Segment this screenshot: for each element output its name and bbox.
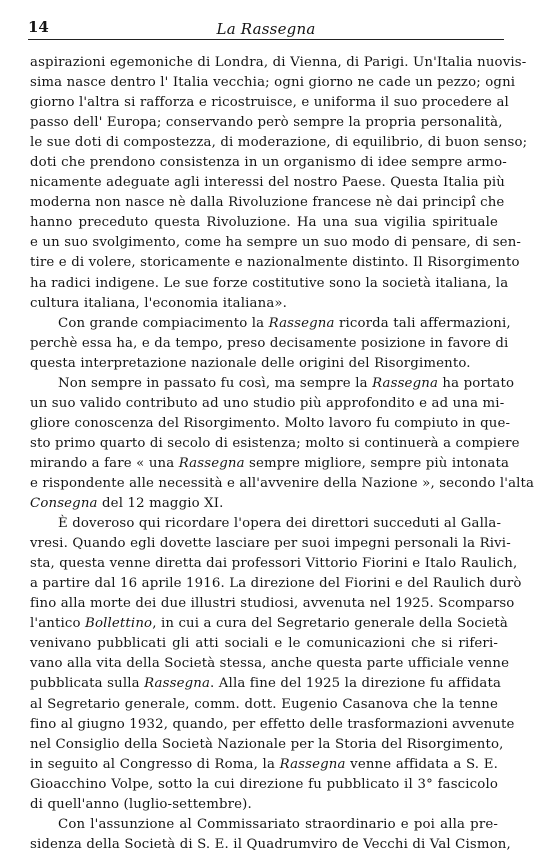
text-run: sidenza della Società di S. E. il Quadrumviro de Vecchi di Val Cismon,: [30, 836, 511, 852]
text-line: [30, 695, 498, 715]
text-run: pubblicata sulla: [30, 676, 145, 692]
text-run: giorno l'altra si rafforza e ricostruisce, e uniforma il suo procedere al: [30, 95, 509, 111]
italic-run: Rassegna: [268, 315, 335, 331]
text-line: [30, 494, 498, 514]
text-run: passo dell' Europa; conservando però sempre la propria personalità,: [30, 115, 503, 131]
text-run: sta, questa venne diretta dai professori Vittorio Fiorini e Italo Raulich,: [30, 556, 518, 572]
running-title: La Rassegna: [216, 20, 316, 38]
text-run: Gioacchino Volpe, sotto la cui direzione fu pubblicato il 3° fascicolo: [30, 776, 498, 792]
text-run: fino al giugno 1932, quando, per effetto delle trasformazioni avvenute: [30, 716, 515, 732]
text-line: [30, 173, 505, 193]
text-run: cultura italiana, l'economia italiana».: [30, 295, 288, 311]
text-line: [30, 474, 535, 494]
text-run: tire e di volere, storicamente e nazionalmente distinto. Il Risorgimento: [30, 255, 520, 271]
text-run: questa interpretazione nazionale delle origini del Risorgimento.: [30, 355, 471, 371]
text-line: [30, 654, 510, 674]
text-run: nel Consiglio della Società Nazionale per la Storia del Risorgimento,: [30, 736, 504, 752]
text-line: [30, 374, 515, 394]
text-line: [30, 614, 508, 634]
text-line: [30, 534, 511, 554]
italic-run: Rassegna: [279, 756, 346, 772]
page-header: [28, 14, 504, 40]
text-line: [30, 434, 520, 454]
text-line: [30, 634, 498, 654]
text-line: [30, 294, 498, 314]
text-run: doti che prendono consistenza in un organismo di idee sempre armo-: [30, 155, 507, 171]
text-run: nicamente adeguate agli interessi del nostro Paese. Questa Italia più: [30, 175, 505, 191]
text-run: del 12 maggio XI.: [97, 496, 224, 512]
text-run: gliore conoscenza del Risorgimento. Molto lavoro fu compiuto in que-: [30, 415, 511, 431]
text-run: , in cui a cura del Segretario generale della Società: [152, 616, 508, 632]
text-run: ha radici indigene. Le sue forze costitutive sono la società italiana, la: [30, 275, 509, 291]
text-run: Con l'assunzione al Commissariato straordinario e poi alla pre-: [58, 816, 498, 832]
text-run: venivano pubblicati gli atti sociali e le comunicazioni che si riferi-: [30, 636, 498, 652]
text-run: di quell'anno (luglio-settembre).: [30, 796, 252, 812]
text-run: sima nasce dentro l' Italia vecchia; ogni giorno ne cade un pezzo; ogni: [30, 75, 516, 91]
text-run: mirando a fare « una: [30, 455, 179, 471]
text-run: a partire dal 16 aprile 1916. La direzione del Fiorini e del Raulich durò: [30, 576, 522, 592]
text-line: [30, 53, 527, 73]
text-run: al Segretario generale, comm. dott. Eugenio Casanova che la tenne: [30, 696, 498, 712]
text-line: [30, 735, 504, 755]
header-rule: [28, 39, 504, 40]
text-run: ha portato: [438, 375, 515, 391]
text-line: [30, 594, 515, 614]
text-line: [30, 213, 498, 233]
text-run: sempre migliore, sempre più intonata: [244, 455, 510, 471]
text-run: perchè essa ha, e da tempo, preso decisamente posizione in favore di: [30, 335, 509, 351]
text-run: ricorda tali affermazioni,: [334, 315, 511, 331]
text-line: [30, 334, 509, 354]
italic-run: Bollettino: [85, 616, 153, 632]
text-run: vano alla vita della Società stessa, anche questa parte ufficiale venne: [30, 656, 510, 672]
text-run: l'antico: [30, 616, 86, 632]
text-run: . Alla fine del 1925 la direzione fu affidata: [210, 676, 502, 692]
text-line: [30, 835, 511, 855]
text-line: [30, 133, 528, 153]
italic-run: Rassegna: [178, 455, 245, 471]
text-run: un suo valido contributo ad uno studio più approfondito e ad una mi-: [30, 395, 505, 411]
text-line: [30, 514, 502, 534]
text-run: Non sempre in passato fu così, ma sempre la: [58, 375, 373, 391]
text-run: in seguito al Congresso di Roma, la: [30, 756, 280, 772]
text-line: [30, 113, 503, 133]
text-line: [30, 795, 498, 815]
text-line: [30, 153, 507, 173]
page-number: 14: [28, 18, 49, 36]
text-line: [30, 715, 515, 735]
text-run: aspirazioni egemoniche di Londra, di Vienna, di Parigi. Un'Italia nuovis-: [30, 55, 527, 70]
text-line: [30, 253, 520, 273]
text-run: venne affidata a S. E.: [345, 756, 498, 772]
text-line: [30, 414, 511, 434]
text-line: [30, 755, 498, 775]
text-run: e rispondente alle necessità e all'avvenire della Nazione », secondo l'alta: [30, 475, 535, 491]
body-text: [30, 53, 535, 855]
text-run: vresi. Quando egli dovette lasciare per suoi impegni personali la Rivi-: [30, 536, 511, 552]
text-run: le sue doti di compostezza, di moderazione, di equilibrio, di buon senso;: [30, 135, 528, 151]
text-run: È doveroso qui ricordare l'opera dei direttori succeduti al Galla-: [58, 516, 502, 532]
italic-run: Consegna: [30, 496, 98, 512]
italic-run: Rassegna: [144, 676, 211, 692]
text-line: [30, 274, 509, 294]
text-line: [30, 314, 511, 334]
text-run: e un suo svolgimento, come ha sempre un suo modo di pensare, di sen-: [30, 235, 522, 251]
text-line: [30, 554, 518, 574]
text-line: [30, 93, 509, 113]
text-line: [30, 454, 510, 474]
text-run: sto primo quarto di secolo di esistenza; molto si continuerà a compiere: [30, 435, 520, 451]
text-line: [30, 233, 522, 253]
text-run: hanno preceduto questa Rivoluzione. Ha una sua vigilia spirituale: [30, 215, 498, 231]
text-line: [30, 775, 498, 795]
text-line: [30, 354, 498, 374]
text-line: [30, 574, 522, 594]
text-line: [30, 674, 502, 694]
text-run: moderna non nasce nè dalla Rivoluzione francese nè dai principî che: [30, 195, 505, 211]
text-line: [30, 394, 505, 414]
italic-run: Rassegna: [372, 375, 439, 391]
text-line: [30, 193, 505, 213]
text-line: [30, 73, 516, 93]
text-run: fino alla morte dei due illustri studiosi, avvenuta nel 1925. Scomparso: [30, 596, 515, 612]
text-line: [30, 815, 498, 835]
text-run: Con grande compiacimento la: [58, 315, 269, 331]
